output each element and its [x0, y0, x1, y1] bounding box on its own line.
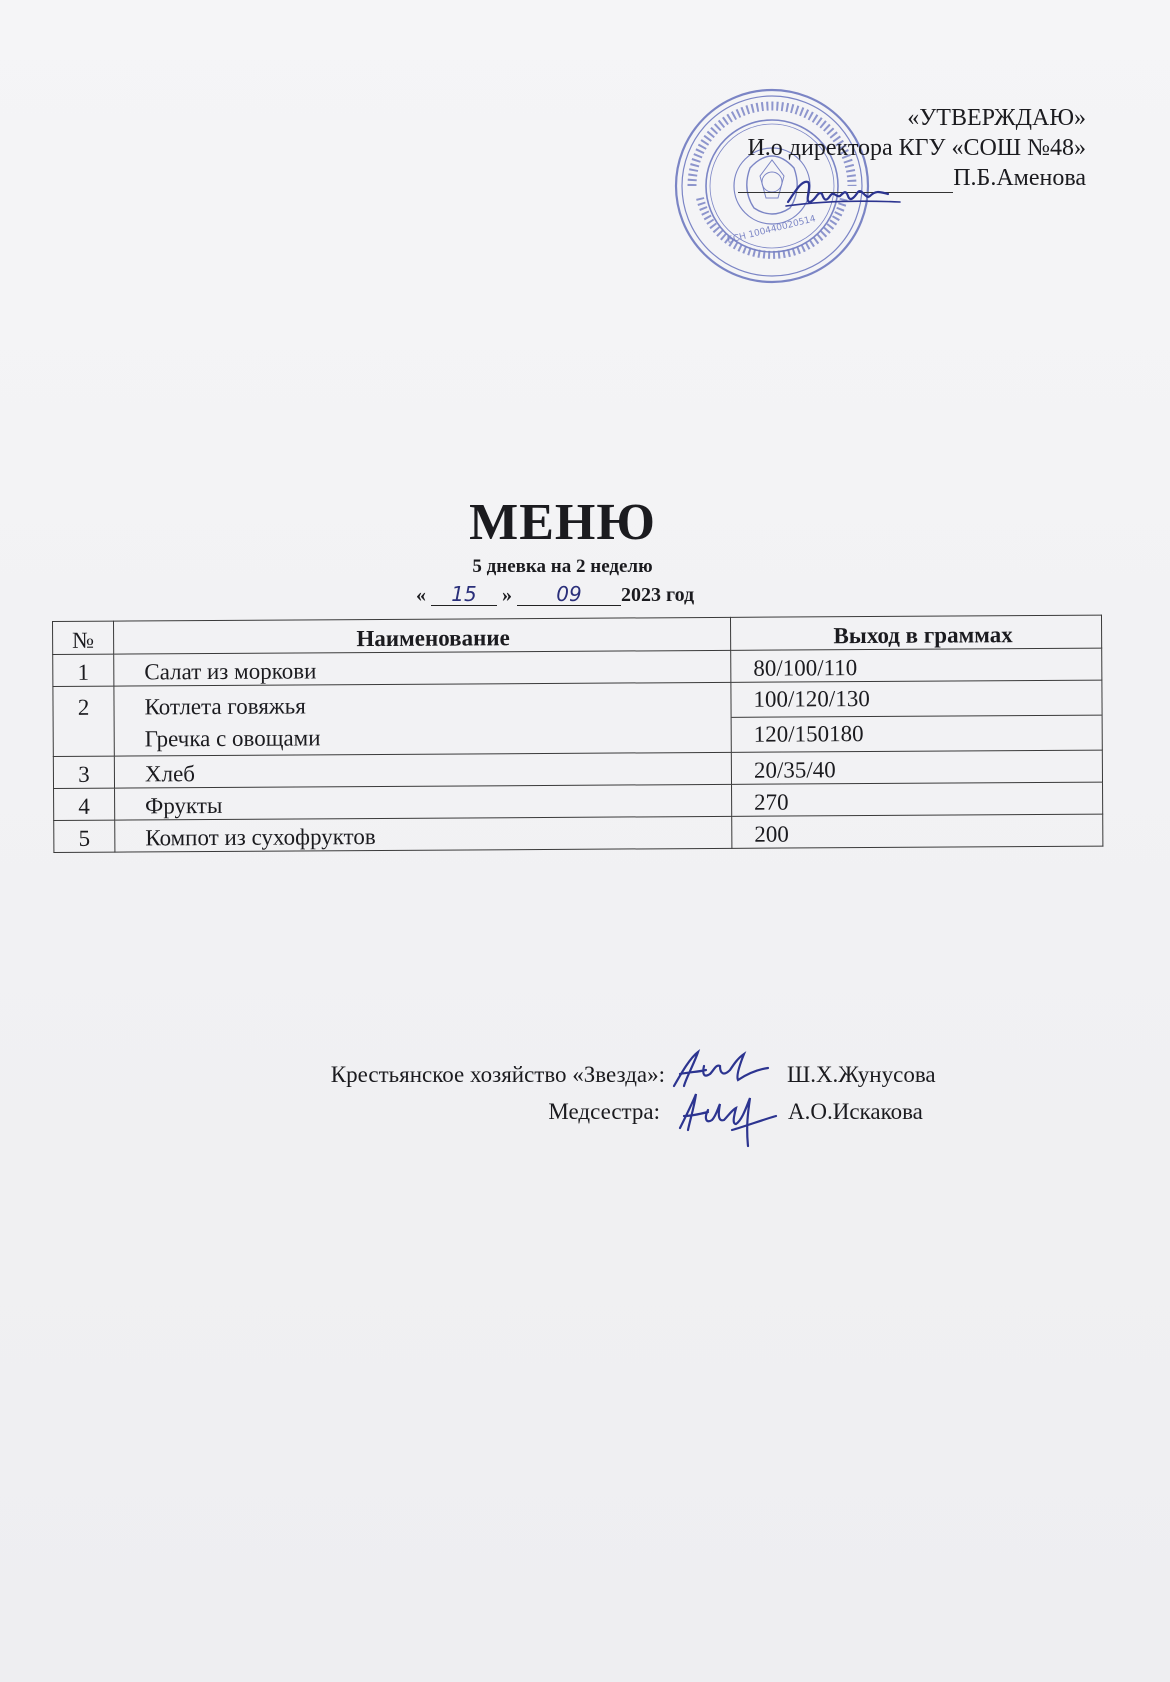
approval-block	[738, 104, 1086, 193]
menu-date	[416, 583, 694, 607]
header-number: №	[53, 621, 114, 654]
dish-output: 120/150180	[753, 721, 864, 747]
date-month: 09	[517, 583, 621, 606]
row-number: 2	[53, 686, 114, 756]
dish-output: 270	[732, 782, 1103, 816]
dish-name: Салат из моркови	[114, 650, 731, 686]
approval-signature-line	[738, 170, 953, 193]
date-close-quote: »	[502, 584, 512, 606]
dish-names-cell	[114, 682, 731, 756]
dish-name: Хлеб	[114, 752, 731, 788]
approval-signature-row	[738, 164, 1086, 193]
approval-position: И.о директора КГУ «СОШ №48»	[747, 135, 1086, 162]
dish-output: 20/35/40	[731, 750, 1102, 784]
dish-name: Котлета говяжья	[144, 693, 306, 720]
dish-output: 100/120/130	[731, 681, 1101, 718]
date-open-quote: «	[416, 584, 426, 606]
farm-signature	[668, 1046, 778, 1096]
approval-name: П.Б.Аменова	[953, 164, 1086, 191]
dish-outputs-cell	[731, 680, 1102, 752]
nurse-label: Медсестра:	[548, 1099, 660, 1124]
nurse-signatory-name: А.О.Искакова	[788, 1099, 923, 1124]
header-output: Выход в граммах	[730, 615, 1101, 650]
row-number: 1	[53, 654, 114, 686]
row-number: 3	[53, 756, 114, 788]
table-row	[53, 680, 1102, 756]
approval-heading: «УТВЕРЖДАЮ»	[907, 105, 1086, 131]
page-title: МЕНЮ	[469, 494, 656, 551]
row-number: 5	[54, 820, 115, 852]
svg-text:БСН 100440020514: БСН 100440020514	[726, 214, 817, 246]
dish-name: Компот из сухофруктов	[115, 816, 732, 852]
dish-name: Фрукты	[115, 784, 732, 820]
date-year: 2023 год	[621, 584, 695, 606]
farm-label: Крестьянское хозяйство «Звезда»:	[330, 1062, 665, 1087]
row-number: 4	[54, 788, 115, 820]
dish-output: 200	[732, 814, 1103, 848]
header-name: Наименование	[114, 617, 731, 654]
dish-name: Гречка с овощами	[144, 725, 321, 752]
table-row	[54, 814, 1103, 852]
date-day: 15	[431, 583, 497, 606]
farm-signatory-name: Ш.Х.Жунусова	[787, 1062, 936, 1087]
dish-output: 80/100/110	[731, 648, 1102, 682]
nurse-signature	[672, 1086, 782, 1152]
menu-subtitle: 5 дневка на 2 неделю	[472, 556, 653, 577]
menu-table	[52, 615, 1103, 853]
